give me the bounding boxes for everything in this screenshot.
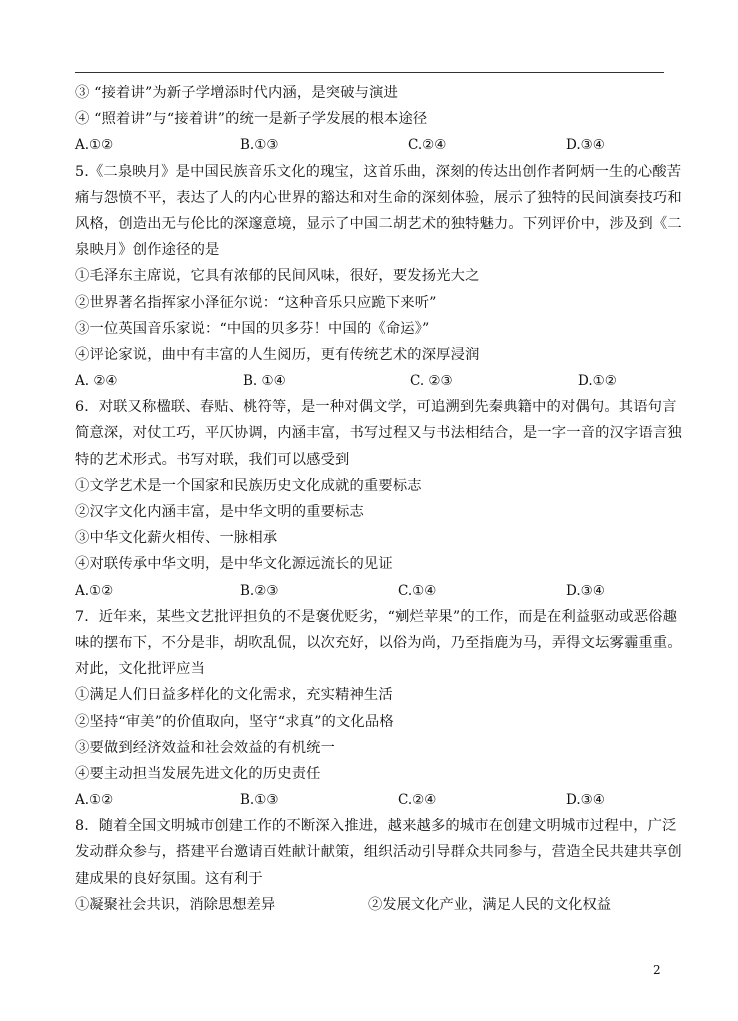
q5-option-a: A. ②④: [75, 373, 118, 390]
q6-stem-line: 6．对联又称楹联、春贴、桃符等，是一种对偶文学，可追溯到先秦典籍中的对偶句。其语句言: [75, 399, 677, 416]
q8-stem-line: 发动群众参与，搭建平台邀请百姓献计献策，组织活动引导群众共同参与，营造全民共建共享创: [75, 844, 682, 861]
q4-option-d: D.③④: [566, 137, 605, 154]
q7-item-3: ③要做到经济效益和社会效益的有机统一: [75, 739, 336, 756]
q6-option-a: A.①②: [75, 582, 114, 599]
q5-stem-line: 风格，创造出无与伦比的深邃意境，显示了中国二胡艺术的独特魅力。下列评价中，涉及到《二: [75, 215, 682, 232]
q4-options: [75, 132, 667, 158]
q8-item-1: ①凝聚社会共识，消除思想差异: [75, 896, 276, 913]
q5-item-4: ④评论家说，曲中有丰富的人生阅历，更有传统艺术的深厚浸润: [75, 346, 480, 363]
q5-option-c: C. ②③: [410, 373, 453, 390]
q5-item-2: ②世界著名指挥家小泽征尔说：“这种音乐只应跪下来听”: [75, 294, 437, 311]
q7-stem-line: 对此，文化批评应当: [75, 661, 206, 678]
q6-item-4: ④对联传承中华文明，是中华文化源远流长的见证: [75, 556, 393, 573]
q5-stem-line: 痛与怨愤不平，表达了人的内心世界的豁达和对生命的深刻体验，展示了独特的民间演奏技巧和: [75, 189, 682, 206]
q5-options: [75, 368, 667, 394]
q5-option-b: B. ①④: [243, 373, 286, 390]
q7-item-2: ②坚持“审美”的价值取向，坚守“求真”的文化品格: [75, 713, 394, 730]
q7-option-d: D.③④: [566, 792, 605, 809]
q5-item-1: ①毛泽东主席说，它具有浓郁的民间风味，很好，要发扬光大之: [75, 268, 480, 285]
q5-item-3: ③一位英国音乐家说：“中国的贝多芬！中国的《命运》”: [75, 320, 430, 337]
q7-stem-line: 味的摆布下，不分是非，胡吹乱侃，以次充好，以俗为尚，乃至指鹿为马，弄得文坛雾霾重重。: [75, 634, 682, 651]
q6-item-2: ②汉字文化内涵丰富，是中华文明的重要标志: [75, 504, 364, 520]
q4-option-c: C.②④: [408, 137, 447, 154]
q4-option-b: B.①③: [240, 137, 279, 154]
q6-item-3: ③中华文化薪火相传、一脉相承: [75, 530, 278, 547]
q5-option-d: D.①②: [578, 373, 617, 390]
q6-option-d: D.③④: [566, 582, 605, 599]
q7-option-a: A.①②: [75, 792, 114, 809]
q6-option-b: B.②③: [240, 582, 279, 599]
page-number: 2: [653, 963, 661, 977]
q8-item-2: ②发展文化产业，满足人民的文化权益: [368, 896, 612, 913]
q6-stem-line: 简意深，对仗工巧，平仄协调，内涵丰富，书写过程又与书法相结合，是一字一音的汉字语言独: [75, 425, 682, 442]
q8-items-row: [75, 892, 667, 918]
q4-item-4: ④ “照着讲”与“接着讲”的统一是新子学发展的根本途径: [75, 111, 428, 128]
q4-item-3: ③ “接着讲”为新子学增添时代内涵，是突破与演进: [75, 85, 398, 101]
header-rule: [75, 72, 664, 73]
q7-item-4: ④要主动担当发展先进文化的历史责任: [75, 765, 321, 782]
q8-stem-line: 8．随着全国文明城市创建工作的不断深入推进，越来越多的城市在创建文明城市过程中，广泛: [75, 818, 677, 835]
q5-stem-line: 5.《二泉映月》是中国民族音乐文化的瑰宝，这首乐曲，深刻的传达出创作者阿炳一生的心酸苦: [75, 163, 682, 180]
q8-stem-line: 建成果的良好氛围。这有利于: [75, 870, 263, 887]
q6-options: [75, 578, 667, 604]
q6-item-1: ①文学艺术是一个国家和民族历史文化成就的重要标志: [75, 477, 422, 494]
page-content: [75, 80, 682, 918]
q5-stem-line: 泉映月》创作途径的是: [75, 242, 220, 259]
q7-options: [75, 787, 667, 813]
q7-stem-line: 7．近年来，某些文艺批评担负的不是褒优贬劣，“剜烂苹果”的工作，而是在利益驱动或恶俗趣: [75, 608, 678, 625]
q7-option-b: B.①③: [240, 792, 279, 809]
q6-stem-line: 特的艺术形式。书写对联，我们可以感受到: [75, 451, 350, 468]
q6-option-c: C.①④: [398, 582, 437, 599]
q7-option-c: C.②④: [398, 792, 437, 809]
q7-item-1: ①满足人们日益多样化的文化需求，充实精神生活: [75, 687, 393, 704]
q4-option-a: A.①②: [75, 137, 114, 154]
